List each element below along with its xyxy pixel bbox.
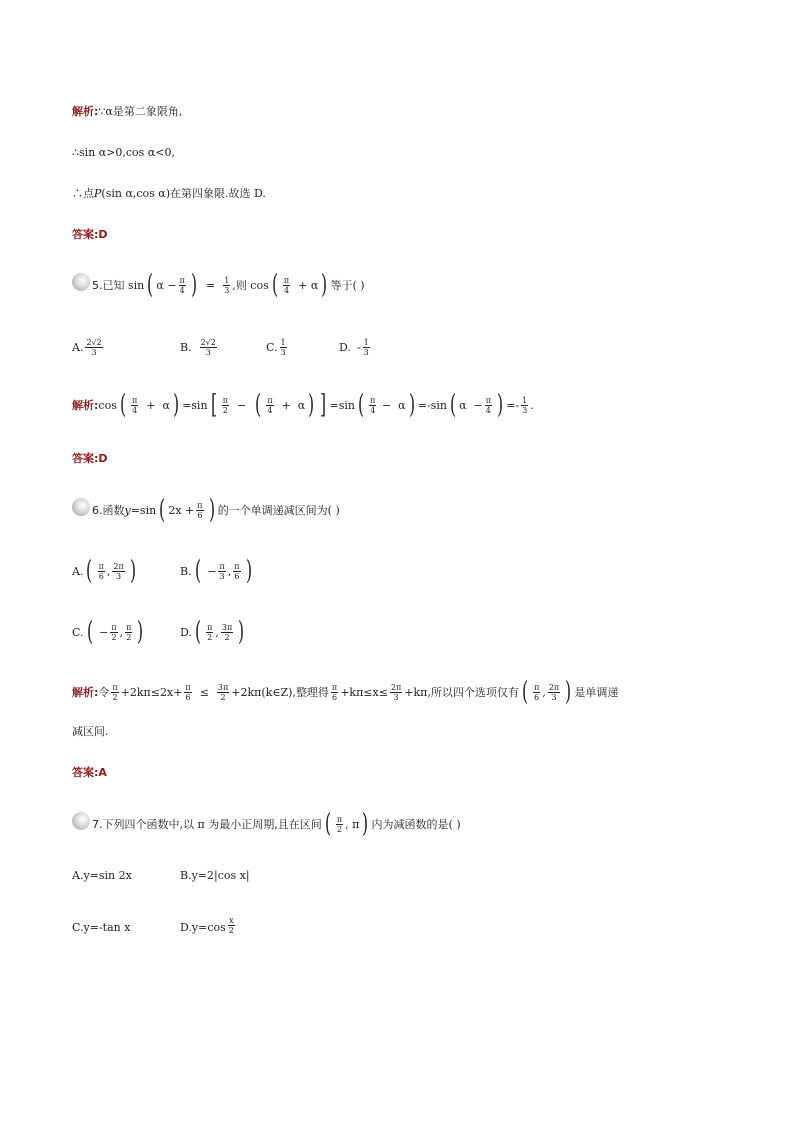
analysis-6-line2: 减区间. xyxy=(72,725,109,738)
answer-5 xyxy=(72,443,108,473)
analysis-label: 解析: xyxy=(72,399,99,412)
option-a: A. $\frac{2√2}{3}$ xyxy=(72,337,102,357)
option-c: C. $\frac{1}{3}$ xyxy=(266,337,286,357)
analysis-label: 解析: xyxy=(72,105,99,118)
question-number: 5. xyxy=(92,278,103,292)
question-6: 6. 函数 y =sin ( 2x + $\frac{\pi}{6}$ ) 的一个单调递减区间为( ) xyxy=(72,495,340,525)
analysis-4-line2 xyxy=(72,137,175,167)
question-bullet-icon xyxy=(72,812,90,830)
analysis-5: 解析: cos ( $\frac{\pi}{4}$ + α ) =sin [ $\frac{\pi}{2}$ − ( $\frac{\pi}{4}$ + α ) ] =sin ( $\frac{\pi}{4}$ − α ) =-sin ( α − $\frac{\pi}{4}$ ) =- $\frac{1}{3}$ . xyxy=(72,390,534,420)
question-bullet-icon xyxy=(72,273,90,291)
answer-4 xyxy=(72,219,108,249)
analysis-6-line1: 解析: 令 $\frac{\pi}{2}$ +2kπ≤2x+ $\frac{\pi}{6}$ ≤ $\frac{3\pi}{2}$ +2kπ(k∈Z),整理得 $\frac{\pi}{6}$ +kπ≤x≤ $\frac{2\pi}{3}$ +kπ,所以四个选项仅有 ( $\frac{\pi}{6}$ , $\frac{2\pi}{3}$ ) 是单调递 xyxy=(72,677,619,707)
option-a: A. ( $\frac{\pi}{6}$ , $\frac{2\pi}{3}$ ) xyxy=(72,556,136,586)
analysis-4-line1 xyxy=(72,96,182,126)
question-7: 7. 下列四个函数中,以 π 为最小正周期,且在区间 ( $\frac{\pi}{2}$ , π ) 内为减函数的是( ) xyxy=(72,809,461,839)
option-d: D. ( $\frac{\pi}{2}$ , $\frac{3\pi}{2}$ ) xyxy=(180,617,245,647)
question-number: 7. xyxy=(92,817,103,831)
answer-label: 答案:A xyxy=(72,766,107,779)
answer-label: 答案:D xyxy=(72,228,108,241)
paren-right: ) xyxy=(190,270,197,300)
paren-right: ) xyxy=(321,270,328,300)
answer-label: 答案:D xyxy=(72,452,108,465)
analysis-4-line3 xyxy=(72,178,266,208)
question-text: ,则 cos xyxy=(232,279,269,292)
option-d: D. - $\frac{1}{3}$ xyxy=(339,337,369,357)
fraction: $\frac{\pi}{4}$ xyxy=(283,275,290,295)
analysis-label: 解析: xyxy=(72,686,99,699)
option-a: A.y=sin 2x xyxy=(72,868,132,882)
question-bullet-icon xyxy=(72,498,90,516)
fraction: $\frac{1}{3}$ xyxy=(224,275,230,295)
question-text: 已知 sin xyxy=(102,279,145,292)
option-b: B. ( − $\frac{\pi}{3}$ , $\frac{\pi}{6}$ ) xyxy=(180,556,252,586)
question-5: 5. 已知 sin ( α − $\frac{\pi}{4}$ ) = $\frac{1}{3}$ ,则 cos ( $\frac{\pi}{4}$ + α ) 等于( ) xyxy=(72,270,365,300)
option-c: C.y=-tan x xyxy=(72,920,131,934)
question-text: α − xyxy=(156,278,177,292)
option-c: C. ( − $\frac{\pi}{2}$ , $\frac{\pi}{2}$ ) xyxy=(72,617,144,647)
option-b: B.y=2|cos x| xyxy=(180,868,250,882)
answer-6 xyxy=(72,757,107,787)
option-b: B. $\frac{2√2}{3}$ xyxy=(180,337,216,357)
paren-left: ( xyxy=(147,270,154,300)
question-text: 函数 xyxy=(102,504,125,517)
fraction: $\frac{\pi}{4}$ xyxy=(179,275,185,295)
analysis-text: ∴sin α>0,cos α<0, xyxy=(72,145,175,159)
question-text: 等于( ) xyxy=(330,279,365,292)
analysis-text: (sin α,cos α)在第四象限.故选 D. xyxy=(101,187,266,200)
analysis-text: ∴点 xyxy=(72,187,94,200)
analysis-text: P xyxy=(94,186,102,200)
question-number: 6. xyxy=(92,503,103,517)
paren-left: ( xyxy=(271,270,278,300)
analysis-text: ∵α是第二象限角, xyxy=(98,105,183,118)
option-d: D.y=cos $\frac{x}{2}$ xyxy=(180,915,234,935)
